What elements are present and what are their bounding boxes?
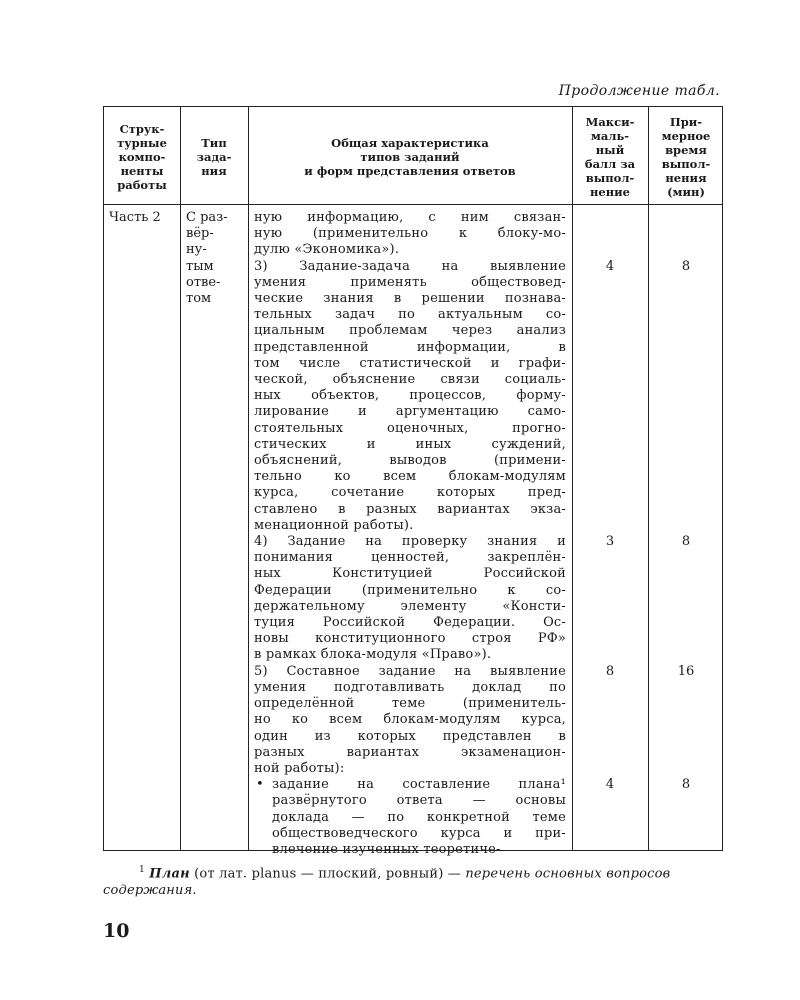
text-line: 4) Задание на проверку знания и bbox=[254, 534, 566, 550]
text-line: ческой, объяснение связи социаль- bbox=[254, 372, 566, 388]
text-line: но ко всем блокам-модулям курса, bbox=[254, 712, 566, 728]
text-line: ную (применительно к блоку-мо- bbox=[254, 226, 566, 242]
text-line: туция Российской Федерации. Ос- bbox=[254, 615, 566, 631]
text-line: ной работы): bbox=[254, 760, 345, 776]
task-type-cell: С раз- вёр- ну- тым отве- том bbox=[186, 210, 228, 307]
column-divider bbox=[648, 107, 649, 850]
footnote-mark: 1 bbox=[139, 865, 145, 875]
column-divider bbox=[180, 107, 181, 850]
part-label: Часть 2 bbox=[109, 210, 161, 225]
text-line: стических и иных суждений, bbox=[254, 436, 566, 452]
header-max-score: Макси- маль- ный балл за выпол- нение bbox=[584, 115, 636, 199]
text-line: стоятельных оценочных, прогно- bbox=[254, 420, 566, 436]
time-task4: 8 bbox=[681, 534, 691, 549]
max-score-plan: 4 bbox=[605, 777, 615, 792]
text-line: лирование и аргументацию само- bbox=[254, 404, 566, 420]
text-line: разных вариантах экзаменацион- bbox=[254, 744, 566, 760]
text-line: доклада — по конкретной теме bbox=[272, 809, 566, 825]
max-score-task3: 4 bbox=[605, 259, 615, 274]
text-line: дулю «Экономика»). bbox=[254, 242, 400, 258]
text-line: обществоведческого курса и при- bbox=[272, 825, 566, 841]
text-line: держательному элементу «Консти- bbox=[254, 598, 566, 614]
text-line: понимания ценностей, закреплён- bbox=[254, 550, 566, 566]
text-line: новы конституционного строя РФ» bbox=[254, 631, 566, 647]
exam-structure-table bbox=[103, 106, 723, 857]
characteristics-column bbox=[254, 210, 566, 858]
text-line: влечение изученных теоретиче- bbox=[272, 841, 501, 857]
text-line: 5) Составное задание на выявление bbox=[254, 663, 566, 679]
header-task-type: Тип зада- ния bbox=[196, 136, 232, 178]
time-plan: 8 bbox=[681, 777, 691, 792]
footnote bbox=[103, 862, 723, 899]
footnote-definition: перечень основных вопросов содержания. bbox=[103, 866, 671, 899]
max-score-task4: 3 bbox=[605, 534, 615, 549]
text-line: умения применять обществовед- bbox=[254, 274, 566, 290]
bullet-line: • задание на составление плана¹ bbox=[254, 777, 566, 793]
page-number: 10 bbox=[103, 920, 130, 942]
header-time: При- мерное время выпол- нения (мин) bbox=[661, 115, 711, 199]
text-line: представленной информации, в bbox=[254, 339, 566, 355]
header-characteristics: Общая характеристика типов заданий и форм представления ответов bbox=[304, 136, 516, 178]
header-divider bbox=[104, 204, 722, 205]
text-line: развёрнутого ответа — основы bbox=[272, 793, 566, 809]
text-line: 3) Задание-задача на выявление bbox=[254, 258, 566, 274]
text-line: ных объектов, процессов, форму- bbox=[254, 388, 566, 404]
text-line: умения подготавливать доклад по bbox=[254, 679, 566, 695]
time-task3: 8 bbox=[681, 259, 691, 274]
text-line: том числе статистической и графи- bbox=[254, 355, 566, 371]
column-divider bbox=[572, 107, 573, 850]
text-line: менационной работы). bbox=[254, 517, 414, 533]
text-line: циальным проблемам через анализ bbox=[254, 323, 566, 339]
footnote-term: План bbox=[149, 866, 190, 882]
max-score-task5: 8 bbox=[605, 664, 615, 679]
text-line: объяснений, выводов (примени- bbox=[254, 453, 566, 469]
text-line: один из которых представлен в bbox=[254, 728, 566, 744]
text-line: ных Конституцией Российской bbox=[254, 566, 566, 582]
time-task5: 16 bbox=[677, 664, 695, 679]
text-line: определённой теме (применитель- bbox=[254, 696, 566, 712]
table-continuation-caption: Продолжение табл. bbox=[558, 83, 720, 99]
text-line: Федерации (применительно к со- bbox=[254, 582, 566, 598]
footnote-etymology: (от лат. planus — плоский, ровный) — bbox=[189, 866, 466, 882]
column-divider bbox=[248, 107, 249, 850]
text-line: ставлено в разных вариантах экза- bbox=[254, 501, 566, 517]
header-structural-components: Струк- турные компо- ненты работы bbox=[117, 122, 167, 192]
text-line: в рамках блока-модуля «Право»). bbox=[254, 647, 492, 663]
text-line: тельно ко всем блокам-модулям bbox=[254, 469, 566, 485]
text-line: курса, сочетание которых пред- bbox=[254, 485, 566, 501]
text-line: ческие знания в решении познава- bbox=[254, 291, 566, 307]
text-line: ную информацию, с ним связан- bbox=[254, 210, 566, 225]
text-line: тельных задач по актуальным со- bbox=[254, 307, 566, 323]
